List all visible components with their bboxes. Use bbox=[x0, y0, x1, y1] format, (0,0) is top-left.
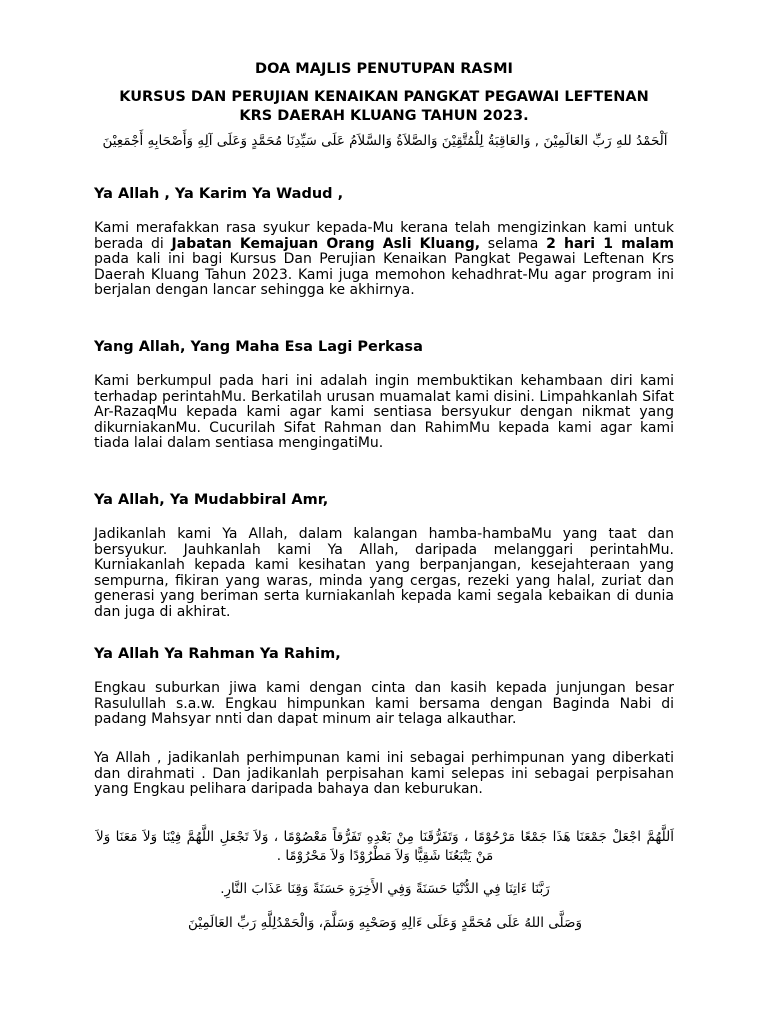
document-subtitle-line-2: KRS DAERAH KLUANG TAHUN 2023. bbox=[239, 108, 529, 124]
document-title: DOA MAJLIS PENUTUPAN RASMI bbox=[255, 61, 513, 77]
heading-mudabbiral-amr: Ya Allah, Ya Mudabbiral Amr, bbox=[94, 492, 329, 508]
paragraph-blessed-gathering: Ya Allah , jadikanlah perhimpunan kami ini sebagai perhimpunan yang diberkati dan dirahmati . Dan jadikanlah perpisahan kami selepas ini sebagai perpisahan yang Engkau pelihara daripada bahaya dan keburukan. bbox=[94, 750, 674, 798]
paragraph-gratitude-bold-duration: 2 hari 1 malam bbox=[546, 235, 675, 252]
arabic-closing-supplication: اَللَّهُمَّ اجْعَلْ جَمْعَنَا هَذَا جَمْعًا مَرْحُوْمًا ، وَتَفَرُّقَنَا مِنْ بَعْدِهِ تَفَرُّقاً مَعْصُوْمًا ، وَلاَ تَجْعَلِ اللَّهُمَّ فِيْنَا وَلاَ مَعَنَا وَلاَ مَنْ يَتْبَعُنَا شَقِيًّا وَلاَ مَطْرُوْدًا وَلاَ مَحْرُوْمًا . bbox=[96, 829, 674, 864]
paragraph-gratitude-text-c: pada kali ini bagi Kursus Dan Perujian Kenaikan Pangkat Pegawai Leftenan Krs Daerah Kluang Tahun 2023. Kami juga memohon kehadhrat-Mu agar program ini berjalan dengan lancar sehingga ke akhirnya. bbox=[94, 251, 674, 299]
arabic-opening: اَلْحَمْدُ للهِ رَبِّ العَالَمِيْنَ , وَالعَاقِبَةُ لِلْمُتَّقِيْنَ وَالصَّلاَةُ وَالسَّلاَمُ عَلَى سَيِّدِنَا مُحَمَّدٍ وَعَلَى آلِهِ وَأَصْحَابِهِ أَجْمَعِيْنَ bbox=[102, 133, 668, 149]
heading-maha-esa: Yang Allah, Yang Maha Esa Lagi Perkasa bbox=[94, 339, 423, 355]
paragraph-obedience: Jadikanlah kami Ya Allah, dalam kalangan hamba-hambaMu yang taat dan bersyukur. Jauhkanlah kami Ya Allah, daripada melanggari perintahMu. Kurniakanlah kepada kami kesihatan yang berpanjangan, kesejahteraan yang sempurna, fikiran yang waras, minda yang cergas, rezeki yang halal, zuriat dan generasi yang beriman serta kurniakanlah kepada kami segala kebaikan di dunia dan juga di akhirat. bbox=[94, 526, 674, 620]
heading-rahman-rahim: Ya Allah Ya Rahman Ya Rahim, bbox=[94, 646, 341, 662]
paragraph-gratitude-text-a: Kami merafakkan rasa syukur kepada-Mu kerana telah mengizinkan kami untuk berada di bbox=[94, 220, 674, 252]
document-subtitle-line-1: KURSUS DAN PERUJIAN KENAIKAN PANGKAT PEGAWAI LEFTENAN bbox=[119, 89, 649, 105]
paragraph-gratitude-bold-location: Jabatan Kemajuan Orang Asli Kluang, bbox=[171, 235, 481, 252]
paragraph-love-prophet: Engkau suburkan jiwa kami dengan cinta dan kasih kepada junjungan besar Rasulullah s.a.w. Engkau himpunkan kami bersama dengan Baginda Nabi di padang Mahsyar nnti dan dapat minum air telaga alkauthar. bbox=[94, 680, 674, 728]
arabic-rabbana-atina: رَبَّنَا ءَاتِنَا فِي الدُّنْيَا حَسَنَةً وَفِي الأَخِرَةِ حَسَنَةً وَقِنَا عَذَابَ النَّارِ. bbox=[220, 881, 550, 897]
paragraph-gathering: Kami berkumpul pada hari ini adalah ingin membuktikan kehambaan diri kami terhadap perintahMu. Berkatilah urusan muamalat kami disini. Limpahkanlah Sifat Ar-RazaqMu kepada kami agar kami sentiasa bersyukur dengan nikmat yang dikurniakanMu. Cucurilah Sifat Rahman dan RahimMu kepada kami agar kami tiada lalai dalam sentiasa mengingatiMu. bbox=[94, 373, 674, 452]
paragraph-gratitude bbox=[94, 221, 674, 299]
arabic-salawat-hamdalah: وَصَلَّى اللهُ عَلَى مُحَمَّدٍ وَعَلَى ءَالِهِ وَصَحْبِهِ وَسَلَّمَ، وَالْحَمْدُلِلَّهِ رَبِّ العَالَمِيْنَ bbox=[188, 915, 582, 931]
paragraph-gratitude-text-b: selama bbox=[480, 235, 547, 252]
heading-ya-karim: Ya Allah , Ya Karim Ya Wadud , bbox=[94, 186, 344, 202]
